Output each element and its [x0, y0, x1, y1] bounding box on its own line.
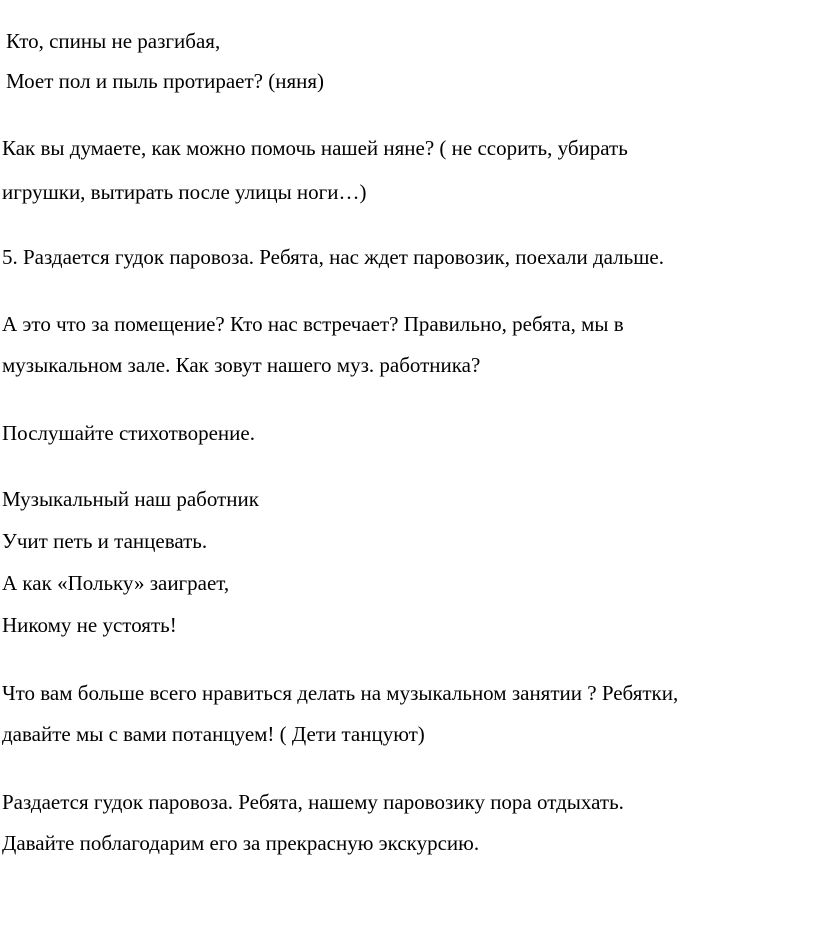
paragraph-dance-line-1: Что вам больше всего нравиться делать на музыкальном занятии ? Ребятки, [2, 681, 679, 705]
poem-riddle-line-2: Моет пол и пыль протирает? (няня) [6, 69, 325, 93]
paragraph-thanks-line-1: Раздается гудок паровоза. Ребята, нашему паровозику пора отдыхать. [2, 790, 624, 814]
paragraph-music-hall-line-2: музыкальном зале. Как зовут нашего муз. работника? [2, 353, 481, 377]
poem-music-line-1: Музыкальный наш работник [2, 487, 259, 511]
paragraph-listen-poem: Послушайте стихотворение. [2, 421, 255, 445]
paragraph-dance-line-2: давайте мы с вами потанцуем! ( Дети танцуют) [2, 722, 425, 746]
poem-music-line-3: А как «Польку» заиграет, [2, 571, 230, 595]
paragraph-train-whistle: 5. Раздается гудок паровоза. Ребята, нас ждет паровозик, поехали дальше. [2, 245, 664, 269]
poem-riddle-line-1: Кто, спины не разгибая, [6, 29, 221, 53]
paragraph-help-nanny-line-1: Как вы думаете, как можно помочь нашей няне? ( не ссорить, убирать [2, 136, 628, 160]
paragraph-music-hall-line-1: А это что за помещение? Кто нас встречает? Правильно, ребята, мы в [2, 312, 624, 336]
paragraph-help-nanny-line-2: игрушки, вытирать после улицы ноги…) [2, 180, 367, 204]
poem-music-line-4: Никому не устоять! [2, 613, 177, 637]
poem-music-line-2: Учит петь и танцевать. [2, 529, 208, 553]
paragraph-thanks-line-2: Давайте поблагодарим его за прекрасную экскурсию. [2, 831, 480, 855]
